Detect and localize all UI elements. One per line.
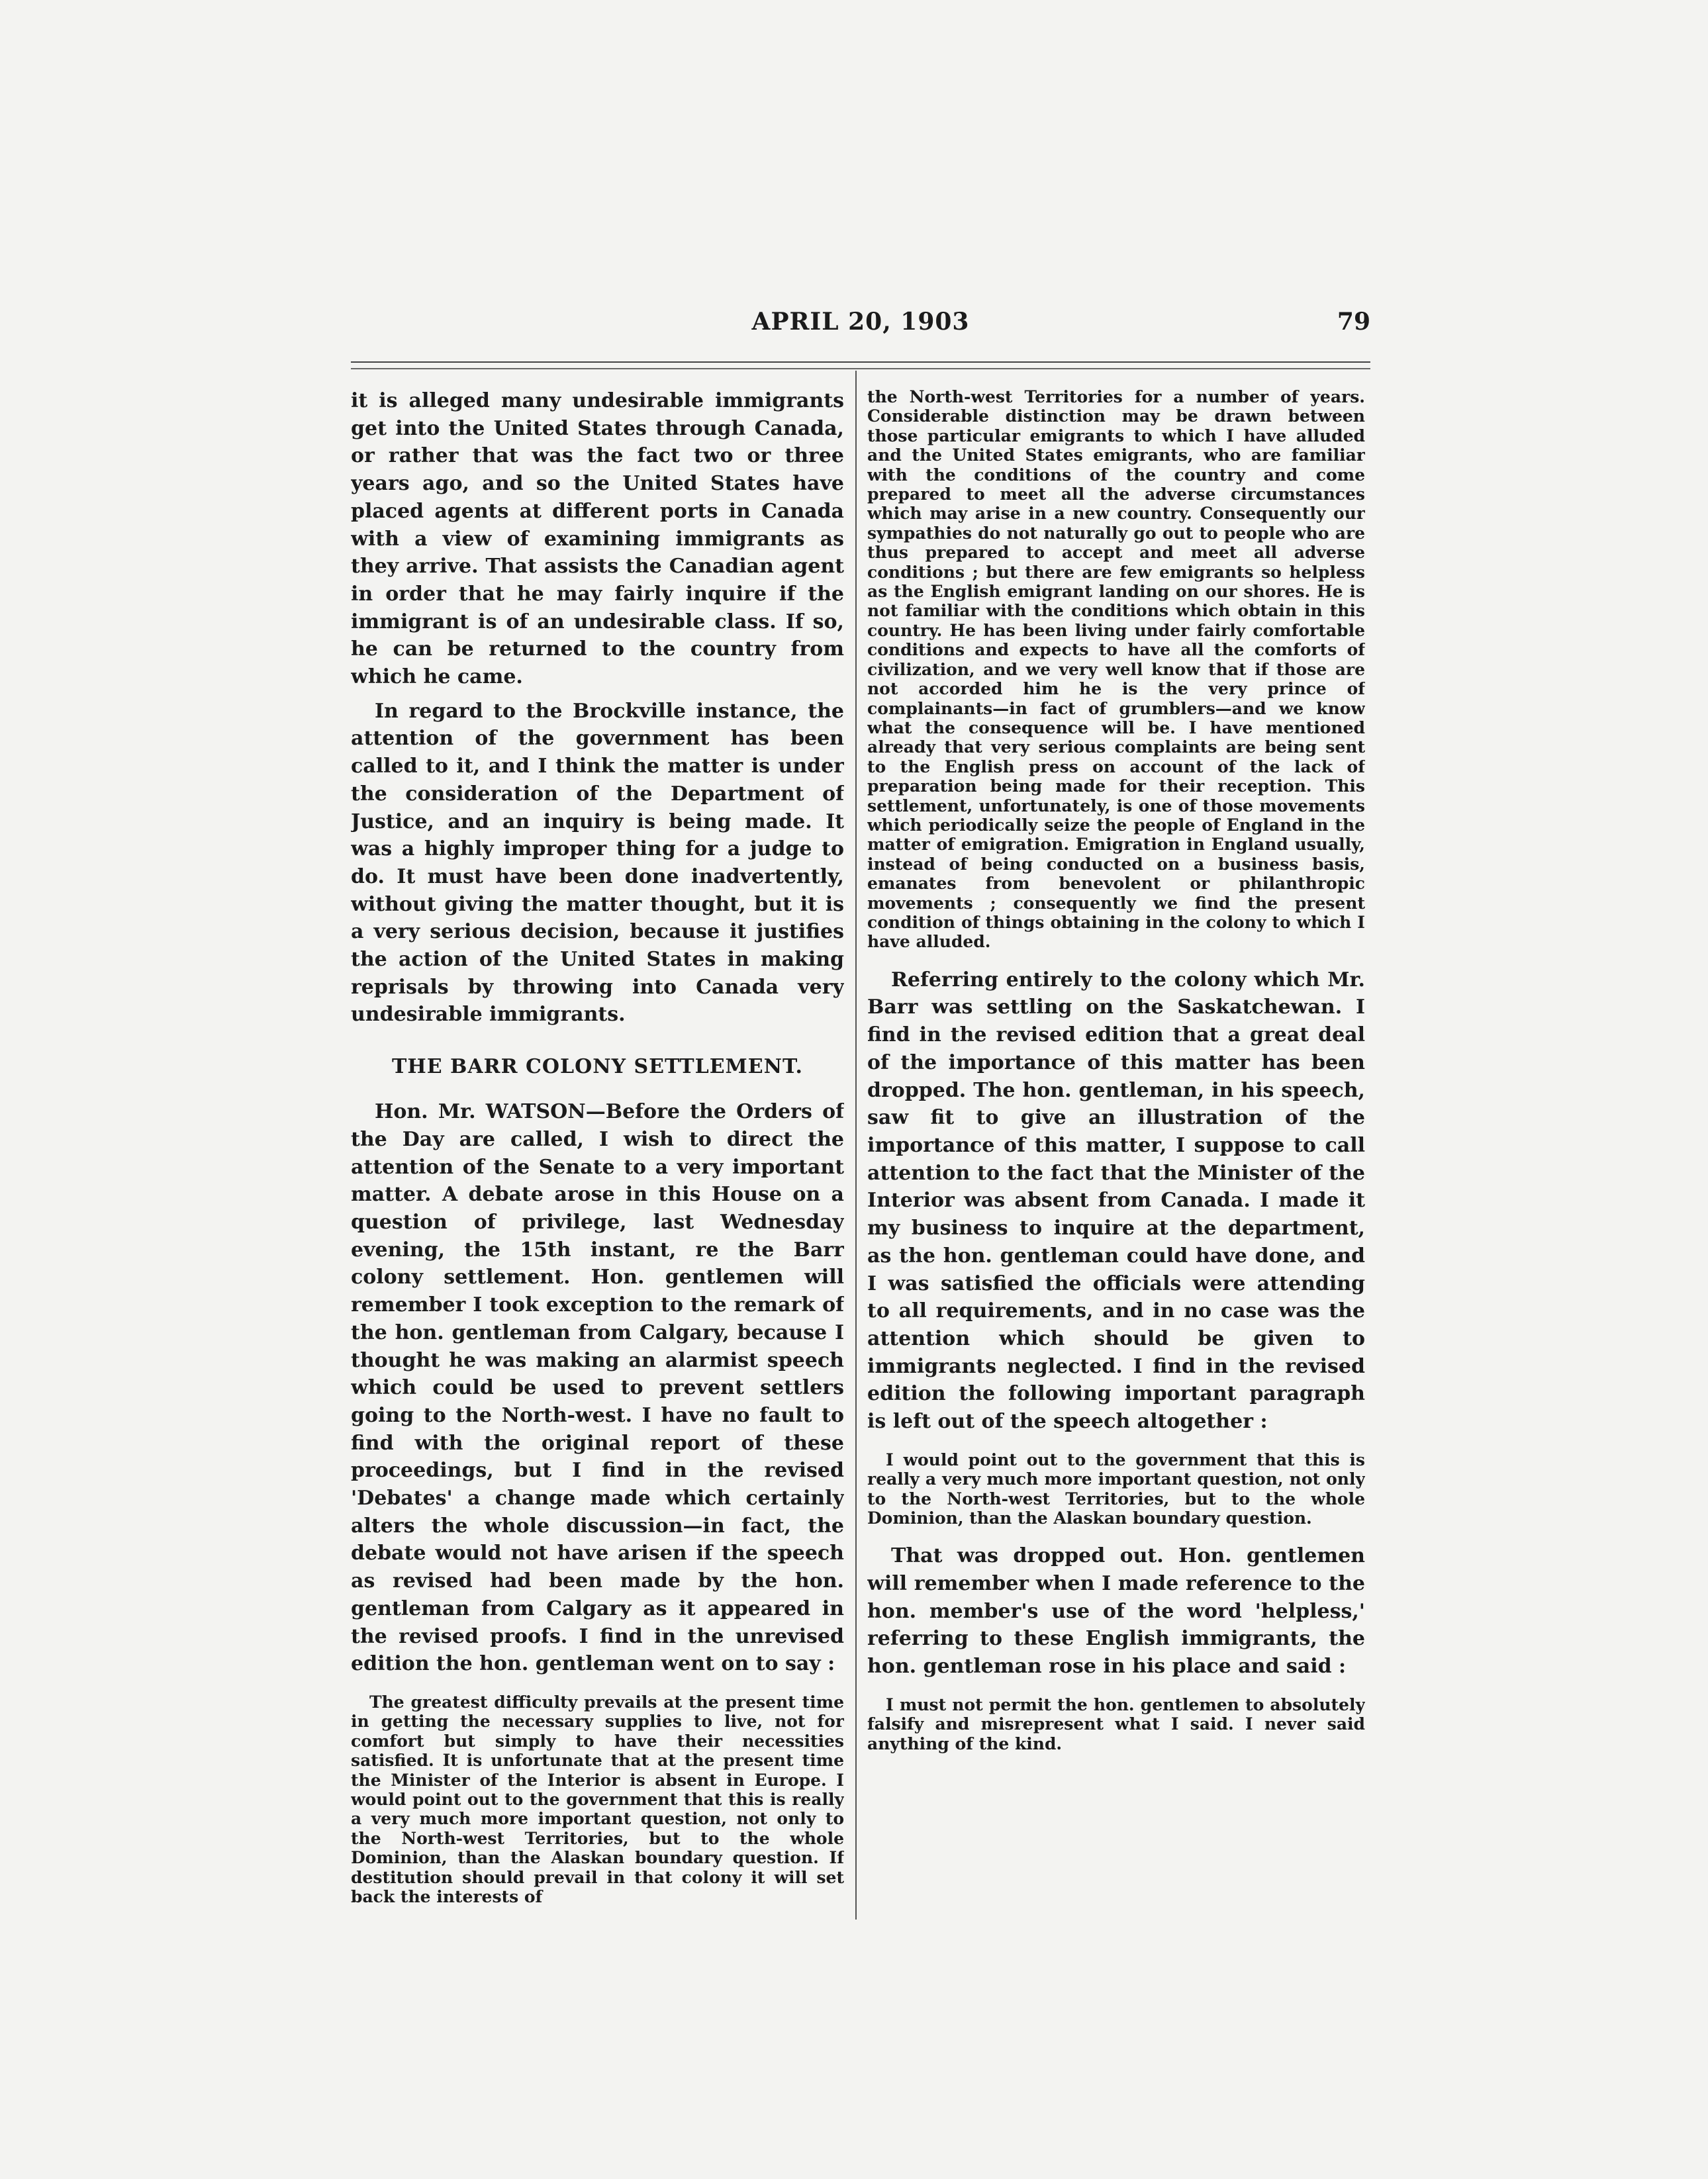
- header-rule-top: [351, 361, 1370, 363]
- page-header: [351, 301, 1370, 348]
- left-column: [351, 387, 844, 1916]
- quote-falsify: I must not permit the hon. gentlemen to absolutely falsify and misrepresent what I said. I never said anything of the kind.: [867, 1694, 1365, 1753]
- column-divider: [855, 371, 857, 1920]
- quote-dropped-paragraph: I would point out to the government that this is really a very much more important question, not only to the North-west Territories, but to the whole Dominion, than the Alaskan boundary question.: [867, 1450, 1365, 1528]
- paragraph-dropped-out: That was dropped out. Hon. gentlemen will remember when I made reference to the hon. member's use of the word 'helpless,' referring to these English immigrants, the hon. gentleman rose in his place and said :: [867, 1544, 1365, 1679]
- page-number: 79: [1337, 308, 1370, 336]
- header-rule-bottom: [351, 368, 1370, 369]
- quote-unrevised-edition-continued: the North-west Territories for a number of years. Considerable distinction may be drawn between those particular emigrants to which I have alluded and the United States emigrants, who are familiar with the conditions of the country and come prepared to meet all the adverse circumstances which may arise in a new country. Consequently our sympathies do not naturally go out to people who are thus prepared to accept and meet all adverse conditions ; but there are few emigrants so helpless as the English emigrant landing on our shores. He is not familiar with the conditions which obtain in this country. He has been living under fairly comfortable conditions and expects to have all the comforts of civilization, and we very well know that if those are not accorded him he is the very prince of complainants—in fact of grumblers—and we know what the consequence will be. I have mentioned already that very serious complaints are being sent to the English press on account of the lack of preparation being made for their reception. This settlement, unfortunately, is one of those movements which periodically seize the people of England in the matter of emigration. Emigration in England usually, instead of being conducted on a business basis, emanates from benevolent or philanthropic movements ; consequently we find the present condition of things obtaining in the colony to which I have alluded.: [867, 387, 1365, 952]
- page-date-title: APRIL 20, 1903: [751, 308, 970, 336]
- right-column: [867, 387, 1365, 1916]
- paragraph-watson-speech: Hon. Mr. WATSON—Before the Orders of the Day are called, I wish to direct the attention of the Senate to a very important matter. A debate arose in this House on a question of privilege, last Wednesday evening, the 15th instant, re the Barr colony settlement. Hon. gentlemen will remember I took exception to the remark of the hon. gentleman from Calgary, because I thought he was making an alarmist speech which could be used to prevent settlers going to the North-west. I have no fault to find with the original report of these proceedings, but I find in the revised 'Debates' a change made which certainly alters the whole discussion—in fact, the debate would not have arisen if the speech as revised had been made by the hon. gentleman from Calgary as it appeared in the revised proofs. I find in the unrevised edition the hon. gentleman went on to say :: [351, 1100, 844, 1676]
- paragraph-revised-edition: Referring entirely to the colony which Mr. Barr was settling on the Saskatchewan. I find in the revised edition that a great deal of the importance of this matter has been dropped. The hon. gentleman, in his speech, saw fit to give an illustration of the importance of this matter, I suppose to call attention to the fact that the Minister of the Interior was absent from Canada. I made it my business to inquire at the department, as the hon. gentleman could have done, and I was satisfied the officials were attending to all requirements, and in no case was the attention which should be given to immigrants neglected. I find in the revised edition the following important paragraph is left out of the speech altogether :: [867, 968, 1365, 1434]
- section-heading-barr-colony: THE BARR COLONY SETTLEMENT.: [392, 1055, 803, 1079]
- quote-unrevised-edition: The greatest difficulty prevails at the present time in getting the necessary supplies to live, not for comfort but simply to have their necessities satisfied. It is unfortunate that at the present time the Minister of the Interior is absent in Europe. I would point out to the government that this is really a very much more important question, not only to the North-west Territories, but to the whole Dominion, than the Alaskan boundary question. If destitution should prevail in that colony it will set back the interests of: [351, 1692, 844, 1906]
- paragraph-immigrants: it is alleged many undesirable immigrants get into the United States through Canada, or rather that was the fact two or three years ago, and so the United States have placed agents at different ports in Canada with a view of examining immigrants as they arrive. That assists the Canadian agent in order that he may fairly inquire if the immigrant is of an undesirable class. If so, he can be returned to the country from which he came.: [351, 389, 844, 689]
- paragraph-brockville: In regard to the Brockville instance, the attention of the government has been called to it, and I think the matter is under the consideration of the Department of Justice, and an inquiry is being made. It was a highly improper thing for a judge to do. It must have been done inadvertently, without giving the matter thought, but it is a very serious decision, because it justifies the action of the United States in making reprisals by throwing into Canada very undesirable immigrants.: [351, 699, 844, 1027]
